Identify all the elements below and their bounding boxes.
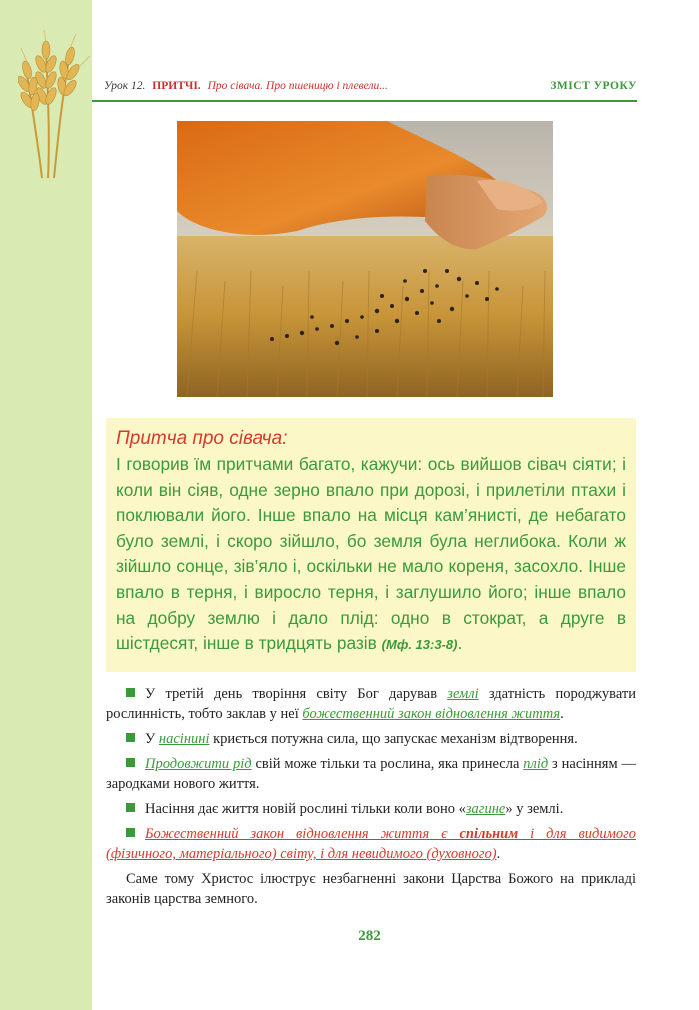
page-number: 282 [358,928,381,944]
header-divider [92,100,637,102]
bullet-text: У [145,731,159,747]
bullet-square-icon [126,803,135,812]
term-link[interactable]: землі [447,686,479,702]
scripture-reference: (Мф. 13:3-8) [381,637,458,653]
page-header [104,80,637,100]
highlight-bold: спільним [459,826,519,842]
bullet-square-icon [126,758,135,767]
highlight-link[interactable] [106,826,636,862]
term-link[interactable]: насінині [158,731,210,747]
bullet-item [106,684,636,724]
highlight-text: і для видимого (фізичного, матеріального) світу, і для невидимого (духовного) [106,826,637,862]
bullet-list [106,684,636,914]
bullet-text: У третій день творіння світу Бог дарував [145,686,448,702]
bullet-square-icon [126,688,135,697]
wheat-icon [18,28,128,178]
bullet-item [106,729,636,749]
quote-mark: » [505,801,513,817]
lesson-topic: ПРИТЧІ. [152,80,201,92]
bullet-item [106,754,636,794]
bullet-text: здатність породжувати рослинність, тобто заклав у неї [106,686,636,722]
bullet-text: свій може тільки та рослина, яка принесла [251,756,524,772]
closing-paragraph: Саме тому Христос ілюструє незбагненні закони Царства Божого на прикладі законів царства земного. [106,871,636,907]
lesson-subtitle: Про сівача. Про пшеницю і плевели... [207,80,388,92]
term-link[interactable]: божественний закон відновлення життя [302,706,561,722]
toc-link[interactable]: ЗМІСТ УРОКУ [550,80,637,92]
term-link[interactable]: плід [523,756,549,772]
bullet-text: з насінням — зародками нового життя. [106,756,636,792]
bullet-text: . [496,846,501,862]
term-link[interactable]: Продовжити рід [145,756,252,772]
bullet-item [106,799,636,819]
bullet-item [106,824,636,864]
parable-body: І говорив їм притчами багато, кажучи: ось вийшов сівач сіяти; і коли він сіяв, одне зерно впало при дорозі, і прилетіли птахи і поклювали його. Інше впало на місця кам’янисті, де небагато було землі, і скоро зійшло, бо земля була неглибока. Коли ж зійшло сонце, зів’яло і, оскільки не мало кореня, засохло. Інше впало в терня, і виросло терня, і заглушило його; інше впало на добру землю і дало плід: одно в стократ, а друге в шістдесят, інше в тридцять разів [116,454,626,654]
highlight-text: Божественний закон відновлення життя є [145,826,460,842]
sower-hand-image [177,121,553,397]
bullet-text: . [560,706,564,722]
parable-title: Притча про сівача: [116,428,288,449]
parable-text [116,452,626,658]
quote-mark: « [458,801,466,817]
bullet-square-icon [126,828,135,837]
parable-end: . [457,633,463,654]
bullet-text: у землі. [512,801,564,817]
bullet-square-icon [126,733,135,742]
lesson-number: Урок 12. [104,80,146,92]
bullet-text: криється потужна сила, що запускає механізм відтворення. [209,731,578,747]
parable-box [106,418,636,672]
term-link[interactable]: загине [465,801,506,817]
bullet-text: Насіння дає життя новій рослині тільки коли воно [145,801,459,817]
